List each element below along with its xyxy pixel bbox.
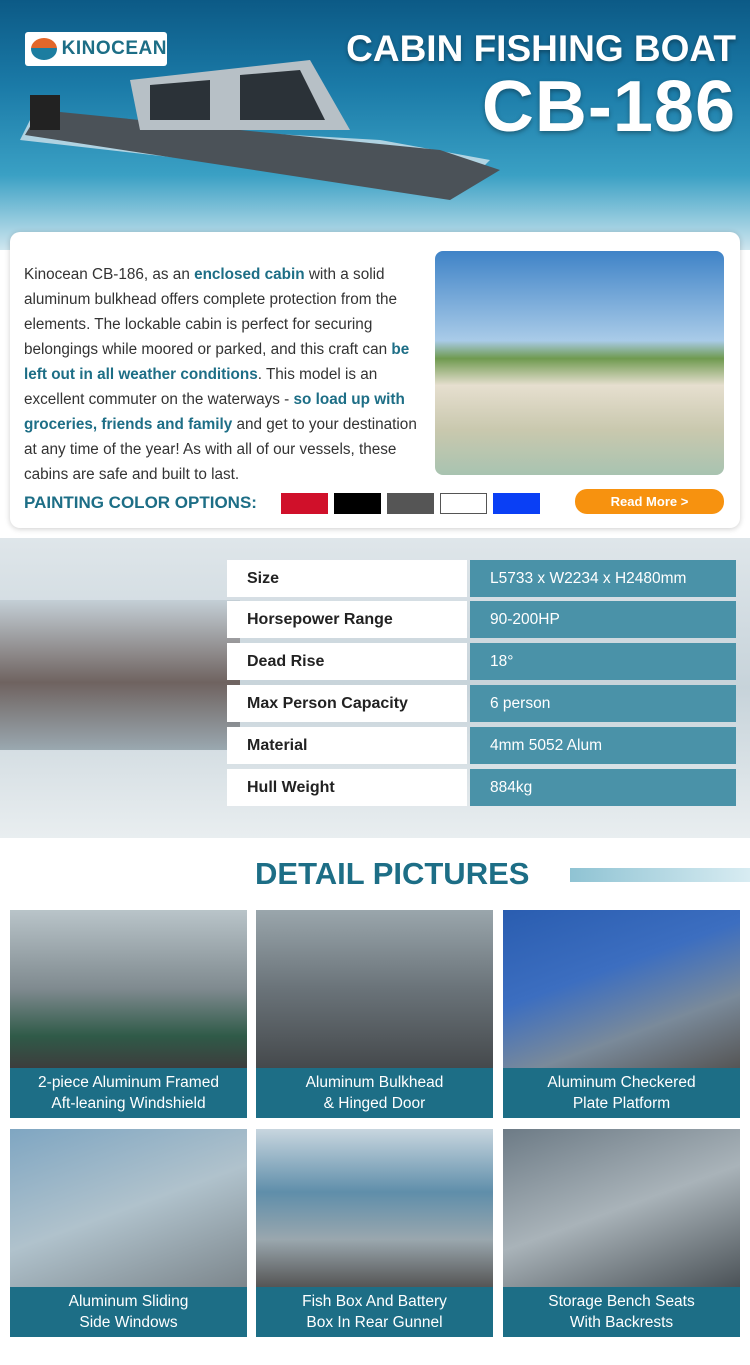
spec-label: Horsepower Range xyxy=(227,601,467,638)
caption-line-1: Storage Bench Seats xyxy=(548,1293,695,1310)
detail-caption xyxy=(256,1287,493,1337)
detail-caption xyxy=(256,1068,493,1118)
highlighted-text: so load up with groceries, friends and family xyxy=(24,391,405,433)
detail-picture-card[interactable] xyxy=(256,1129,493,1337)
color-swatch[interactable] xyxy=(281,493,328,514)
spec-value: 90-200HP xyxy=(470,601,736,638)
detail-pictures-title: DETAIL PICTURES xyxy=(255,856,530,891)
caption-line-1: 2-piece Aluminum Framed xyxy=(38,1074,219,1091)
caption-line-1: Aluminum Bulkhead xyxy=(305,1074,444,1091)
spec-value: 884kg xyxy=(470,769,736,806)
spec-label: Hull Weight xyxy=(227,769,467,806)
detail-caption xyxy=(503,1068,740,1118)
color-swatch[interactable] xyxy=(334,493,381,514)
detail-picture-card[interactable] xyxy=(503,910,740,1118)
detail-picture-card[interactable] xyxy=(256,910,493,1118)
read-more-button[interactable]: Read More > xyxy=(575,489,724,514)
caption-line-2: & Hinged Door xyxy=(323,1095,426,1112)
detail-picture-card[interactable] xyxy=(503,1129,740,1337)
intro-description xyxy=(24,262,429,487)
boat-on-beach-photo xyxy=(435,251,724,475)
detail-picture-card[interactable] xyxy=(10,910,247,1118)
detail-caption xyxy=(10,1287,247,1337)
caption-line-2: Side Windows xyxy=(79,1314,178,1331)
color-swatch[interactable] xyxy=(387,493,434,514)
spec-label: Material xyxy=(227,727,467,764)
detail-picture-card[interactable] xyxy=(10,1129,247,1337)
body-text: and get to your destination at any time of the year! As with all of our vessels, these cabins are safe and built to last. xyxy=(24,416,417,483)
color-options-label: PAINTING COLOR OPTIONS: xyxy=(24,493,257,512)
caption-line-2: Plate Platform xyxy=(572,1095,671,1112)
model-name: CB-186 xyxy=(481,67,736,147)
spec-value: 18° xyxy=(470,643,736,680)
spec-label: Max Person Capacity xyxy=(227,685,467,722)
color-swatch[interactable] xyxy=(440,493,487,514)
detail-photo xyxy=(10,910,247,1068)
detail-photo xyxy=(503,910,740,1068)
spec-value: 6 person xyxy=(470,685,736,722)
caption-line-2: Aft-leaning Windshield xyxy=(51,1095,206,1112)
fishing-boat-photo xyxy=(0,600,240,750)
page-title: CABIN FISHING BOAT xyxy=(346,28,736,69)
logo-icon xyxy=(31,38,57,60)
title-decoration xyxy=(570,868,750,882)
spec-value: L5733 x W2234 x H2480mm xyxy=(470,560,736,597)
detail-photo xyxy=(256,910,493,1068)
highlighted-text: be left out in all weather conditions xyxy=(24,341,410,383)
color-swatch[interactable] xyxy=(493,493,540,514)
detail-caption xyxy=(503,1287,740,1337)
caption-line-1: Aluminum Checkered xyxy=(547,1074,696,1091)
caption-line-2: Box In Rear Gunnel xyxy=(306,1314,443,1331)
body-text: Kinocean CB-186, as an xyxy=(24,266,195,283)
caption-line-1: Fish Box And Battery xyxy=(302,1293,447,1310)
detail-caption xyxy=(10,1068,247,1118)
body-text: with a solid aluminum bulkhead offers complete protection from the elements. The lockable cabin is perfect for securing belongings while moored or parked, and this craft can xyxy=(24,266,397,358)
detail-photo xyxy=(256,1129,493,1287)
body-text: . This model is an excellent commuter on the waterways - xyxy=(24,366,378,408)
detail-photo xyxy=(503,1129,740,1287)
spec-value: 4mm 5052 Alum xyxy=(470,727,736,764)
spec-label: Dead Rise xyxy=(227,643,467,680)
caption-line-1: Aluminum Sliding xyxy=(68,1293,189,1310)
highlighted-text: enclosed cabin xyxy=(194,266,305,283)
spec-label: Size xyxy=(227,560,467,597)
brand-logo[interactable]: KINOCEAN xyxy=(25,32,167,66)
caption-line-2: With Backrests xyxy=(569,1314,674,1331)
detail-photo xyxy=(10,1129,247,1287)
